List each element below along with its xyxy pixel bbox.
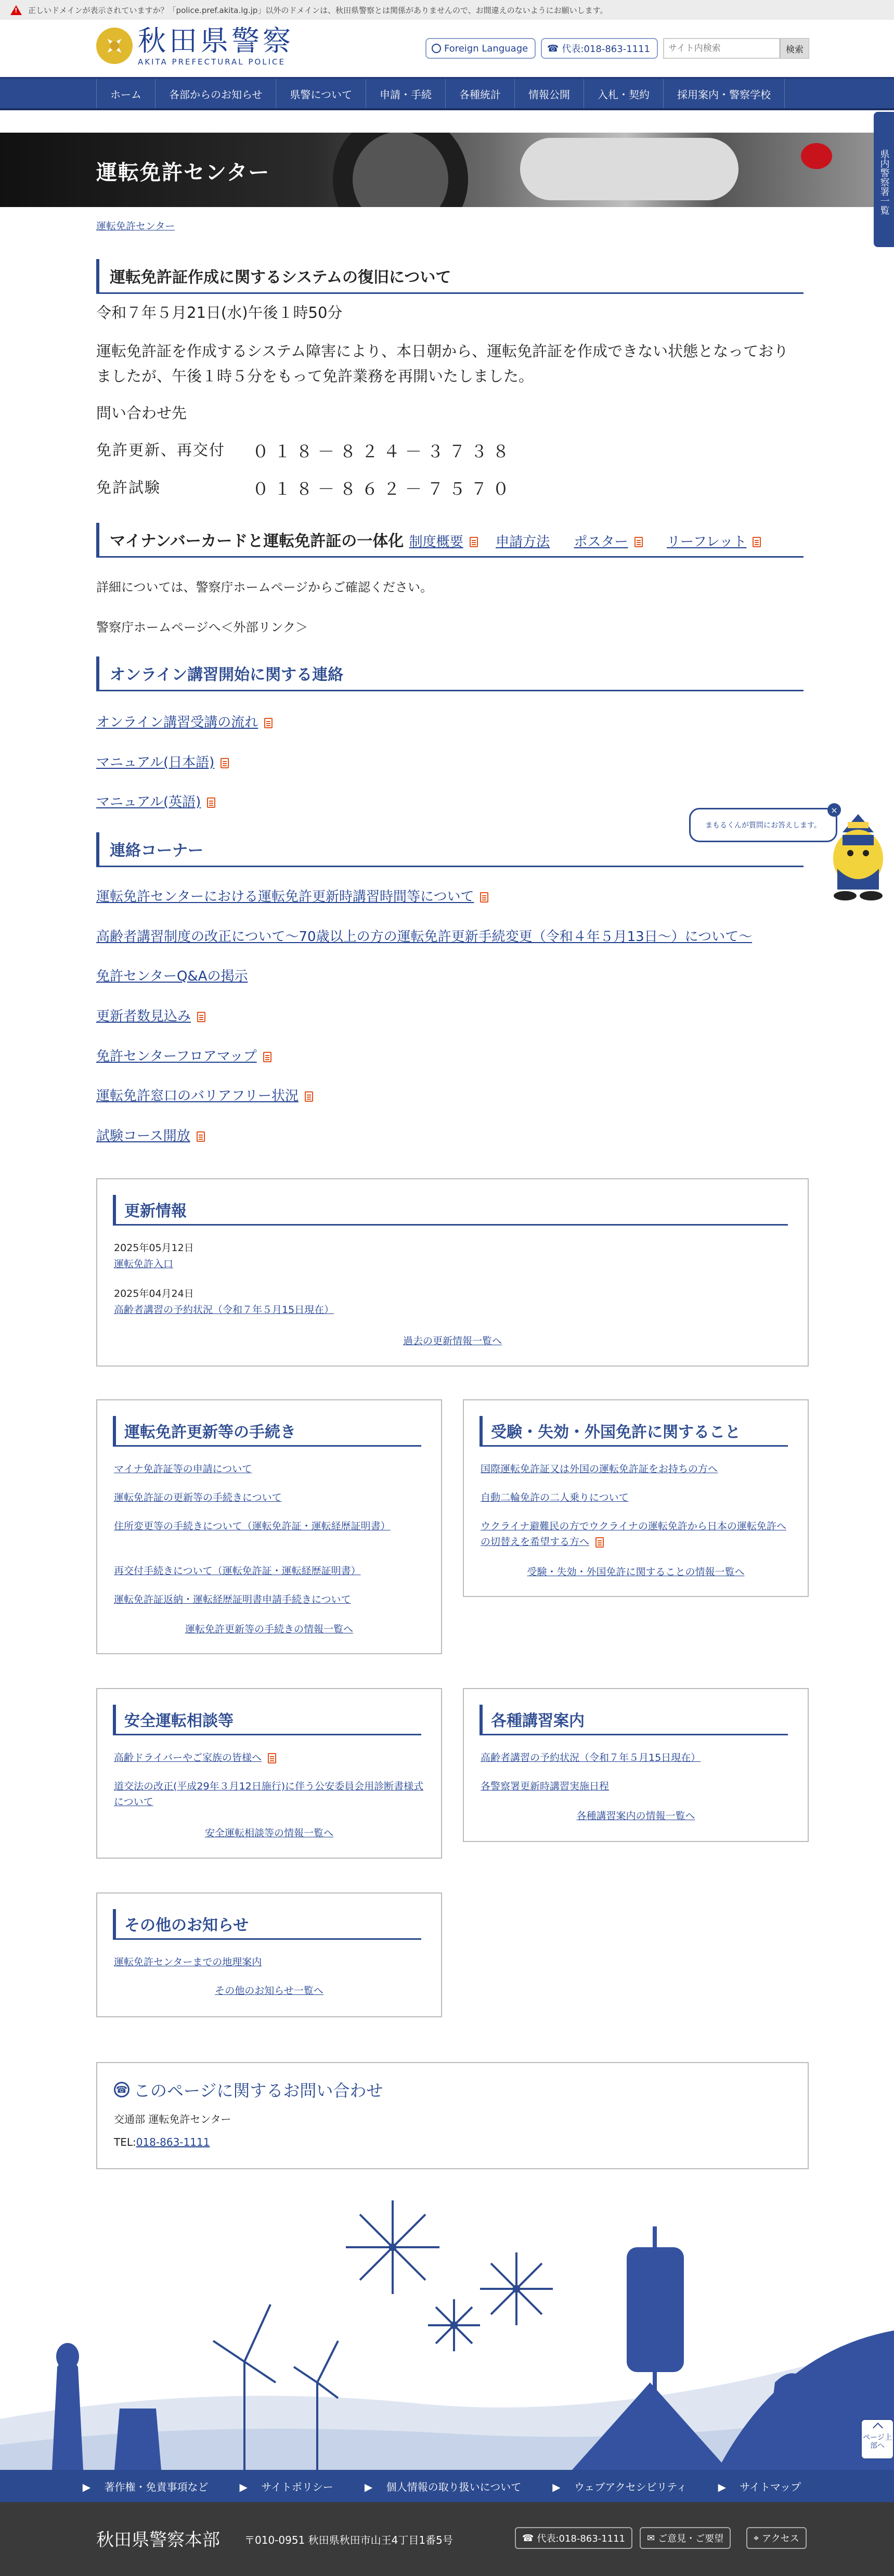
hero-banner <box>0 133 894 207</box>
tel-exam-number: ０１８－８６２－７５７０ <box>252 479 515 499</box>
contact-dept: 交通部 運転免許センター <box>114 2113 231 2126</box>
page-title: 運転免許センター <box>96 161 270 185</box>
pdf-icon <box>207 797 215 808</box>
footer-org-name: 秋田県警察本部 <box>96 2530 220 2551</box>
nav-item-bidding[interactable]: 入札・契約 <box>584 79 664 108</box>
notice-date: 令和７年５月21日(水)午後１時50分 <box>96 304 343 321</box>
renraku-link-lecture-hours[interactable]: 運転免許センターにおける運転免許更新時講習時間等について <box>96 886 488 905</box>
renraku-link-qa[interactable]: 免許センターQ&Aの掲示 <box>96 969 248 984</box>
contact-tel <box>114 2136 210 2148</box>
foreign-language-button[interactable] <box>425 38 536 59</box>
footer-nav-accessibility[interactable]: ▶ ウェブアクセシビリティ <box>552 2480 687 2493</box>
warning-icon <box>10 5 22 15</box>
phone-button[interactable] <box>541 38 658 59</box>
renewal-link[interactable]: マイナ免許証等の申請について <box>114 1463 252 1475</box>
renewal-link[interactable]: 住所変更等の手続きについて（運転免許証・運転経歴証明書） <box>114 1521 391 1532</box>
tel-exam <box>96 476 515 499</box>
pdf-icon <box>263 1052 271 1062</box>
site-header <box>0 20 894 77</box>
motorcycle-body-graphic <box>520 138 738 200</box>
other-more-link[interactable]: その他のお知らせ一覧へ <box>215 1985 323 1997</box>
notice-heading: 運転免許証作成に関するシステムの復旧について <box>96 259 804 294</box>
search-button[interactable]: 検索 <box>780 38 809 59</box>
search-input[interactable] <box>663 38 780 59</box>
online-link-manual-en[interactable]: マニュアル(英語) <box>96 791 215 810</box>
contact-tel-label: TEL: <box>114 2136 136 2148</box>
footer-phone-button[interactable]: ☎ 代表:018-863-1111 <box>515 2527 632 2549</box>
police-station-list-tab[interactable]: 県内警察署一覧 <box>874 112 894 247</box>
updates-heading: 更新情報 <box>113 1195 788 1226</box>
courses-box <box>463 1688 809 1842</box>
motorcycle-wheel-graphic <box>333 133 468 207</box>
footer-nav <box>0 2470 894 2502</box>
exam-box <box>463 1399 809 1597</box>
online-heading: オンライン講習開始に関する連絡 <box>96 656 804 691</box>
renewal-more-link[interactable]: 運転免許更新等の手続きの情報一覧へ <box>185 1624 353 1635</box>
pdf-icon <box>753 537 761 547</box>
contact-title: このページに関するお問い合わせ <box>134 2081 383 2101</box>
renraku-heading: 連絡コーナー <box>96 832 804 867</box>
pdf-icon <box>268 1753 276 1763</box>
exam-link[interactable]: ウクライナ避難民の方でウクライナの運転免許から日本の運転免許への切替えを希望する方へ <box>481 1521 786 1548</box>
renraku-link-floor-map[interactable]: 免許センターフロアマップ <box>96 1046 271 1065</box>
mynumber-link-leaflet[interactable]: リーフレット <box>667 534 747 550</box>
page-top-label: ページ上部へ <box>863 2433 892 2450</box>
footer-access-button[interactable]: ⌖ アクセス <box>746 2527 807 2549</box>
mynumber-title: マイナンバーカードと運転免許証の一体化 <box>110 532 404 550</box>
other-heading: その他のお知らせ <box>113 1909 421 1940</box>
logo-title: 秋田県警察 <box>138 24 294 57</box>
mynumber-heading <box>96 523 804 558</box>
nav-item-home[interactable]: ホーム <box>96 79 156 108</box>
site-footer <box>0 2502 894 2576</box>
phone-label: 代表:018-863-1111 <box>562 44 650 55</box>
nav-item-about[interactable]: 県警について <box>276 79 366 108</box>
renraku-link-barrier-free[interactable]: 運転免許窓口のバリアフリー状況 <box>96 1085 313 1104</box>
renewal-link[interactable]: 運転免許証返納・運転経歴証明書申請手続きについて <box>114 1594 351 1605</box>
mascot-icon[interactable] <box>822 812 894 903</box>
footer-address: 〒010-0951 秋田県秋田市山王4丁目1番5号 <box>244 2534 453 2546</box>
renraku-link-forecast[interactable]: 更新者数見込み <box>96 1006 205 1025</box>
pdf-icon <box>595 1537 604 1548</box>
chatbot-bubble[interactable] <box>689 805 838 842</box>
chatbot-bubble-text: まもるくんが質問にお答えします。 <box>705 821 821 830</box>
foreign-language-label: Foreign Language <box>444 43 528 54</box>
renraku-link-test-course[interactable]: 試験コース開放 <box>96 1125 205 1144</box>
contact-heading <box>114 2078 383 2102</box>
online-link-flow[interactable]: オンライン講習受講の流れ <box>96 712 273 731</box>
nav-item-applications[interactable]: 申請・手続 <box>366 79 446 108</box>
global-nav <box>0 77 894 110</box>
logo-subtitle: AKITA PREFECTURAL POLICE <box>138 57 286 67</box>
online-link-manual-ja[interactable]: マニュアル(日本語) <box>96 752 229 771</box>
safety-link[interactable]: 高齢ドライバーやご家族の皆様へ <box>114 1750 425 1766</box>
contact-label: 問い合わせ先 <box>96 404 187 422</box>
mail-icon: ✉ <box>647 2532 655 2544</box>
safety-link[interactable]: 道交法の改正(平成29年３月12日施行)に伴う公安委員会用診断書様式について <box>114 1781 424 1808</box>
update-date: 2025年05月12日 <box>114 1242 194 1254</box>
npa-link[interactable]: 警察庁ホームページへ＜外部リンク＞ <box>96 620 308 635</box>
courses-link[interactable]: 高齢者講習の予約状況（令和７年５月15日現在） <box>481 1752 701 1763</box>
footer-illustration <box>0 2185 894 2470</box>
exam-heading: 受験・失効・外国免許に関すること <box>480 1416 788 1447</box>
tel-renewal-number: ０１８－８２４－３７３８ <box>252 442 515 461</box>
courses-more-link[interactable]: 各種講習案内の情報一覧へ <box>576 1810 695 1822</box>
updates-more-link[interactable]: 過去の更新情報一覧へ <box>403 1335 502 1347</box>
domain-warning-bar <box>0 0 894 20</box>
update-date: 2025年04月24日 <box>114 1288 194 1299</box>
renewal-link[interactable]: 再交付手続きについて（運転免許証・運転経歴証明書） <box>114 1565 361 1577</box>
safety-more-link[interactable]: 安全運転相談等の情報一覧へ <box>204 1827 333 1839</box>
courses-link[interactable]: 各警察署更新時講習実施日程 <box>481 1781 610 1792</box>
exam-link[interactable]: 国際運転免許証又は外国の運転免許証をお持ちの方へ <box>481 1463 718 1475</box>
breadcrumb <box>96 218 175 233</box>
nav-item-departments[interactable]: 各部からのお知らせ <box>156 79 276 108</box>
pdf-icon <box>197 1012 205 1022</box>
renraku-link-elderly-course[interactable]: 高齢者講習制度の改正について〜70歳以上の方の運転免許更新手続変更（令和４年５月13日〜）について〜 <box>96 929 753 945</box>
map-pin-icon: ⌖ <box>754 2532 759 2544</box>
footer-opinion-button[interactable]: ✉ ご意見・ご要望 <box>640 2527 731 2549</box>
phone-icon: ☎ <box>522 2532 534 2544</box>
site-logo[interactable] <box>96 25 294 67</box>
mynumber-detail: 詳細については、警察庁ホームページからご確認ください。 <box>96 580 433 595</box>
police-emblem-icon <box>96 28 133 64</box>
chevron-up-icon <box>873 2423 883 2433</box>
siren-lamp-graphic <box>801 143 832 169</box>
close-icon[interactable]: × <box>827 803 841 817</box>
pdf-icon <box>264 718 273 728</box>
page-top-button[interactable] <box>861 2419 894 2459</box>
safety-heading: 安全運転相談等 <box>113 1705 421 1735</box>
updates-box <box>96 1178 809 1367</box>
contact-tel-link[interactable]: 018-863-1111 <box>136 2136 210 2148</box>
pdf-icon <box>480 892 488 903</box>
update-link[interactable]: 運転免許入口 <box>114 1258 174 1270</box>
nav-item-recruitment[interactable]: 採用案内・警察学校 <box>664 79 785 108</box>
other-box <box>96 1892 442 2017</box>
breadcrumb-link[interactable]: 運転免許センター <box>96 221 175 232</box>
pdf-icon <box>221 758 229 768</box>
update-link[interactable]: 高齢者講習の予約状況（令和７年５月15日現在） <box>114 1304 334 1316</box>
tel-renewal-label: 免許更新、再交付 <box>96 441 226 459</box>
footer-nav-policy[interactable]: ▶ サイトポリシー <box>239 2480 333 2493</box>
pdf-icon <box>197 1131 205 1142</box>
pdf-icon <box>470 537 478 547</box>
pdf-icon <box>634 537 643 547</box>
globe-icon <box>432 44 441 53</box>
contact-box <box>96 2062 809 2169</box>
footer-nav-sitemap[interactable]: ▶ サイトマップ <box>718 2480 801 2493</box>
exam-more-link[interactable]: 受験・失効・外国免許に関することの情報一覧へ <box>527 1566 745 1578</box>
exam-link[interactable]: 自動二輪免許の二人乗りについて <box>481 1492 629 1503</box>
mynumber-link-howto[interactable]: 申請方法 <box>496 534 550 550</box>
renewal-heading: 運転免許更新等の手続き <box>113 1416 421 1447</box>
tel-exam-label: 免許試験 <box>96 479 161 496</box>
courses-heading: 各種講習案内 <box>480 1705 788 1735</box>
notice-body: 運転免許証を作成するシステム障害により、本日朝から、運転免許証を作成できない状態となっておりましたが、午後１時５分をもって免許業務を再開いたしました。 <box>96 342 789 385</box>
phone-icon: ☎ <box>114 2082 129 2097</box>
mynumber-link-poster[interactable]: ポスター <box>574 534 628 550</box>
renewal-box <box>96 1399 442 1654</box>
footer-nav-privacy[interactable]: ▶ 個人情報の取り扱いについて <box>364 2480 522 2493</box>
renewal-link[interactable]: 運転免許証の更新等の手続きについて <box>114 1492 282 1503</box>
safety-box <box>96 1688 442 1859</box>
nav-item-disclosure[interactable]: 情報公開 <box>515 79 584 108</box>
mynumber-link-overview[interactable]: 制度概要 <box>409 534 463 550</box>
footer-nav-copyright[interactable]: ▶ 著作権・免責事項など <box>82 2480 209 2493</box>
other-link[interactable]: 運転免許センターまでの地理案内 <box>114 1956 262 1968</box>
domain-warning-text: 正しいドメインが表示されていますか？「police.pref.akita.lg.jp」以外のドメインは、秋田県警察とは関係がありませんので、お間違えのないようにお願いします。 <box>28 5 608 15</box>
phone-icon: ☎ <box>547 43 559 54</box>
tel-renewal <box>96 439 515 461</box>
pdf-icon <box>305 1091 313 1102</box>
nav-item-statistics[interactable]: 各種統計 <box>446 79 515 108</box>
